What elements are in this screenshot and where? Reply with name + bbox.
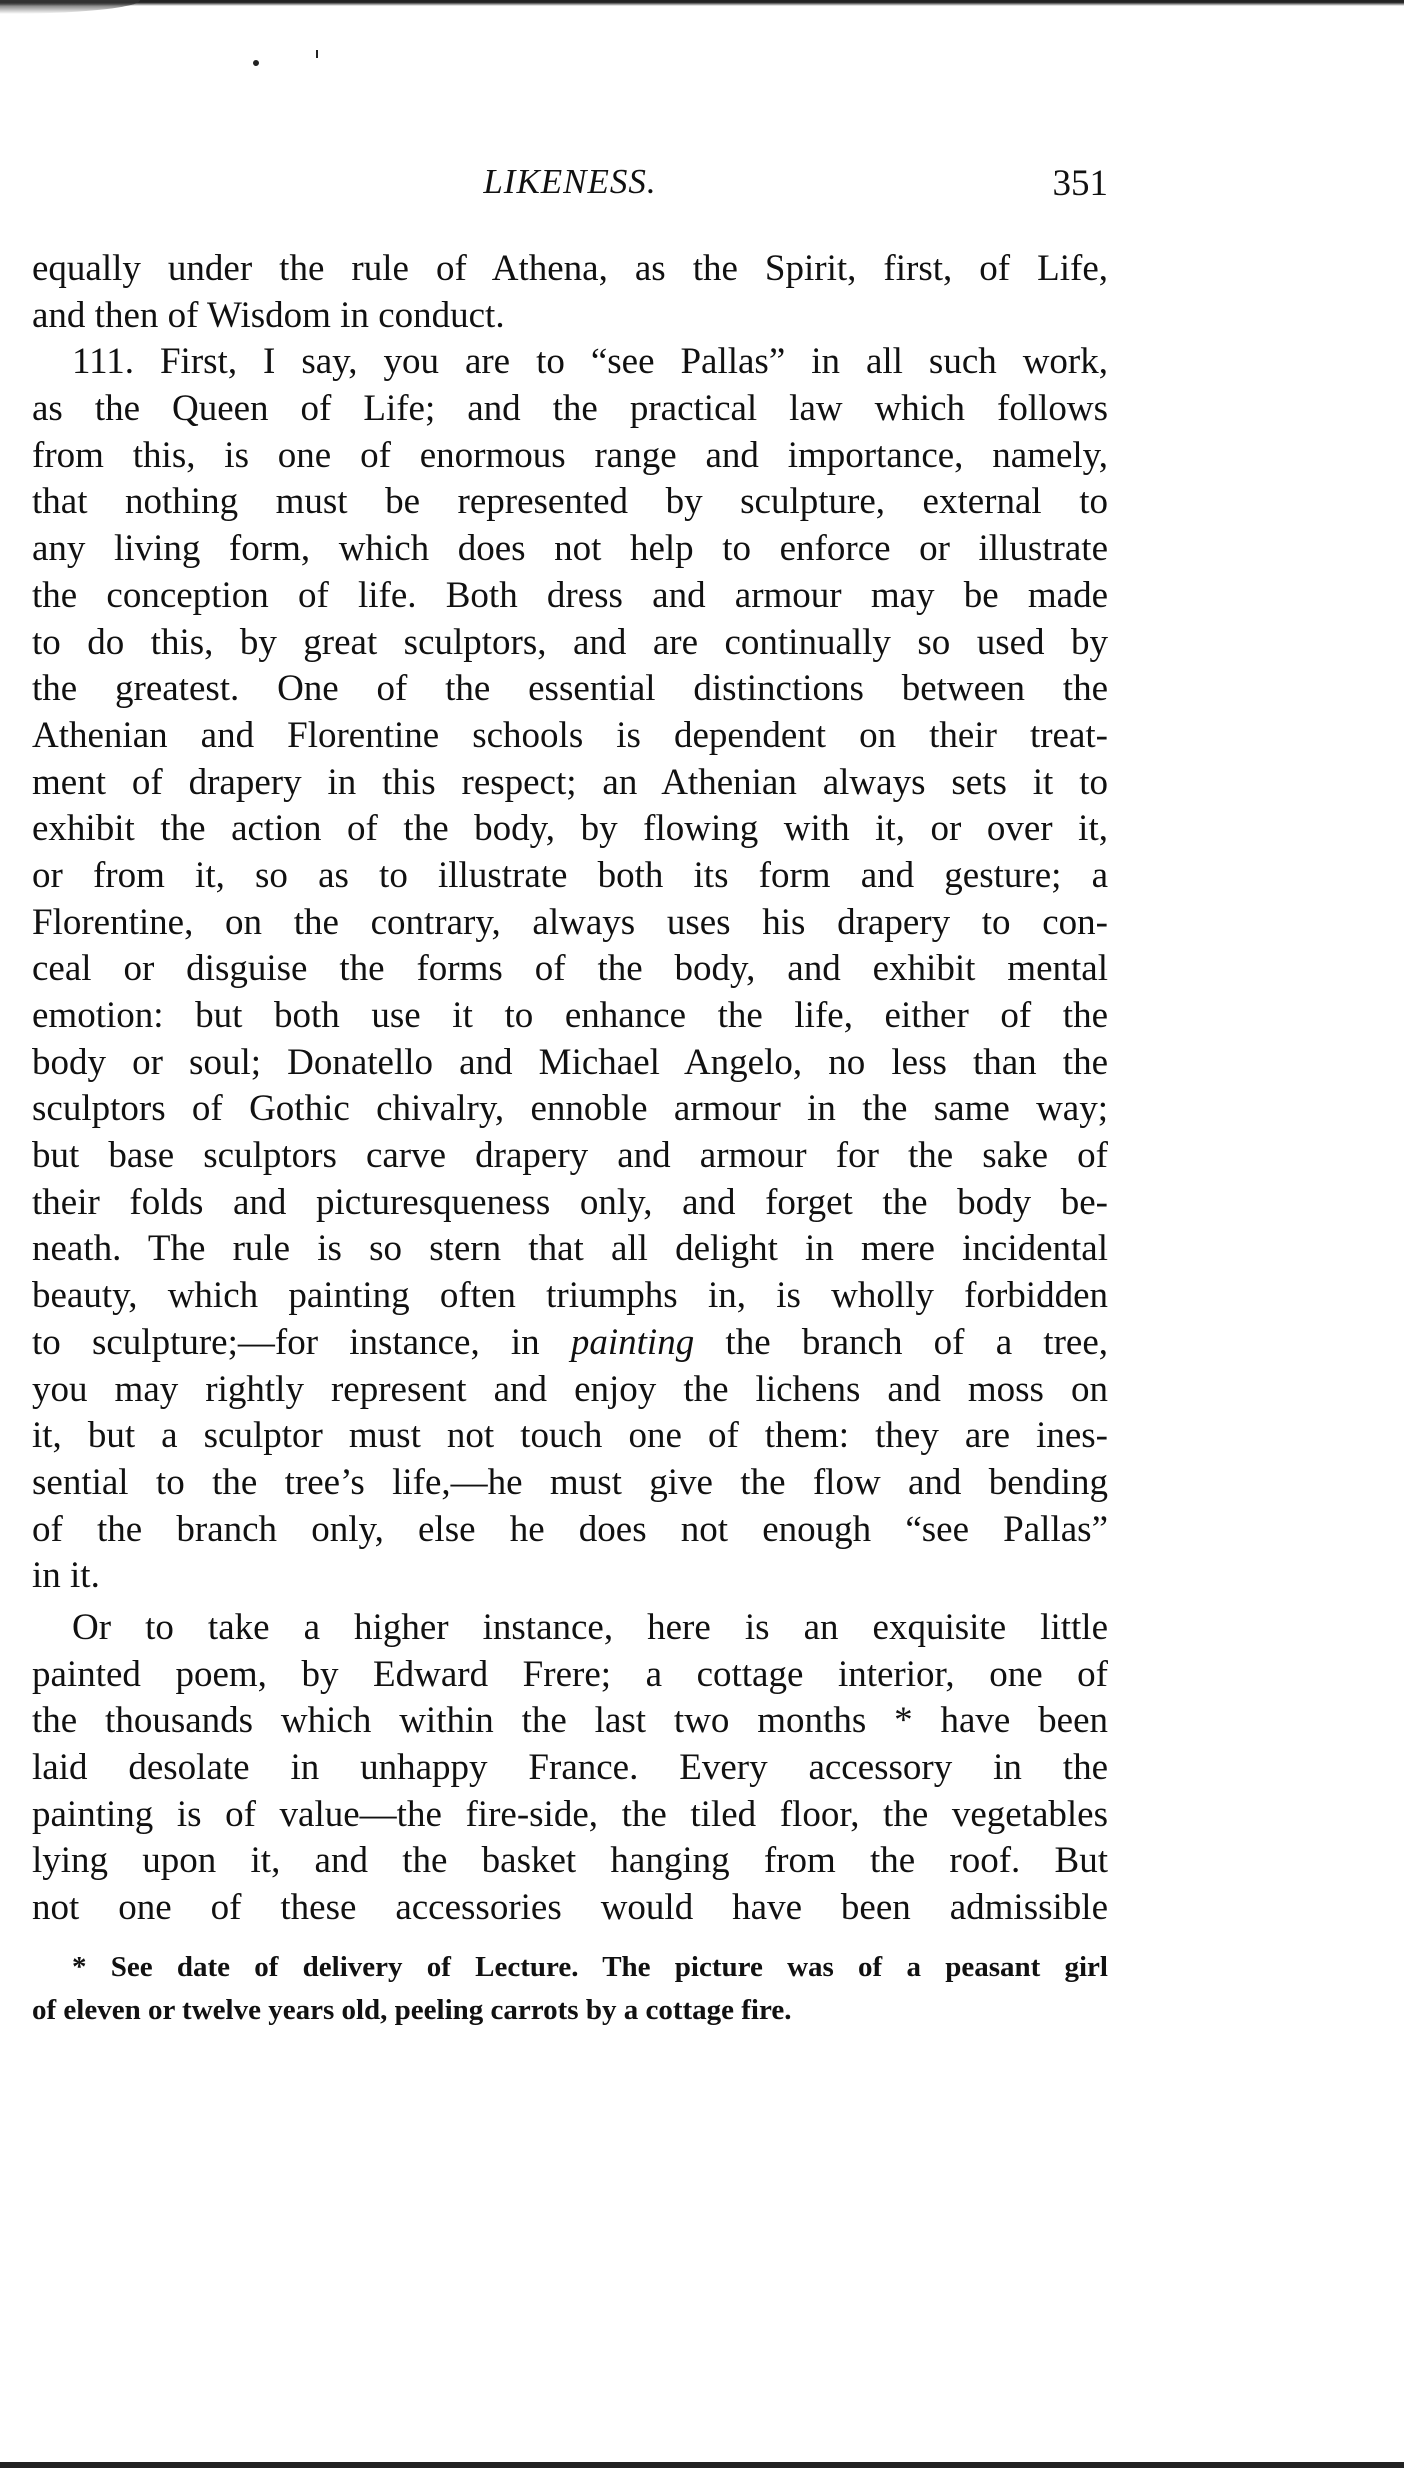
page-header bbox=[32, 162, 1108, 212]
text-segment: beauty, which painting often triumphs in, is wholly forbidden bbox=[32, 1275, 1108, 1317]
text-segment: Florentine, on the contrary, always uses his drapery to con- bbox=[32, 901, 1108, 943]
text-line bbox=[32, 946, 1108, 993]
text-segment: and then of Wisdom in conduct. bbox=[32, 294, 505, 336]
text-line bbox=[32, 526, 1108, 573]
text-segment: you may rightly represent and enjoy the lichens and moss on bbox=[32, 1368, 1108, 1410]
italic-text: painting bbox=[570, 1321, 695, 1363]
text-line bbox=[32, 1605, 1108, 1652]
body-text bbox=[32, 246, 1108, 1932]
text-line bbox=[32, 293, 1108, 340]
text-segment: it, but a sculptor must not touch one of them: they are ines- bbox=[32, 1415, 1108, 1457]
text-line bbox=[32, 1507, 1108, 1554]
text-line bbox=[32, 1320, 1108, 1367]
text-segment: not one of these accessories would have been admissible bbox=[32, 1887, 1108, 1929]
text-segment: painting is of value—the fire-side, the tiled floor, the vegetables bbox=[32, 1793, 1108, 1835]
text-line bbox=[32, 1652, 1108, 1699]
text-line bbox=[32, 993, 1108, 1040]
text-segment: their folds and picturesqueness only, and forget the body be- bbox=[32, 1181, 1108, 1223]
text-line bbox=[32, 1367, 1108, 1414]
text-segment: the thousands which within the last two months * have been bbox=[32, 1700, 1108, 1742]
text-line bbox=[32, 853, 1108, 900]
text-line bbox=[32, 386, 1108, 433]
text-line bbox=[32, 246, 1108, 293]
ink-speck bbox=[253, 60, 259, 66]
text-segment: body or soul; Donatello and Michael Angelo, no less than the bbox=[32, 1041, 1108, 1083]
text-line bbox=[32, 479, 1108, 526]
text-segment: the conception of life. Both dress and armour may be made bbox=[32, 574, 1108, 616]
text-line bbox=[32, 806, 1108, 853]
text-line bbox=[32, 339, 1108, 386]
text-segment: to sculpture;—for instance, in bbox=[32, 1321, 540, 1363]
text-segment: of the branch only, else he does not enough “see Pallas” bbox=[32, 1508, 1108, 1550]
ink-speck bbox=[316, 50, 318, 58]
text-line bbox=[32, 666, 1108, 713]
text-segment: sential to the tree’s life,—he must give the flow and bending bbox=[32, 1461, 1108, 1503]
bottom-rule bbox=[0, 2462, 1404, 2468]
text-segment: laid desolate in unhappy France. Every accessory in the bbox=[32, 1747, 1108, 1788]
text-segment: lying upon it, and the basket hanging from the roof. But bbox=[32, 1840, 1108, 1882]
text-segment: the greatest. One of the essential distinctions between the bbox=[32, 668, 1108, 710]
text-line bbox=[32, 1086, 1108, 1133]
text-segment: exhibit the action of the body, by flowing with it, or over it, bbox=[32, 808, 1108, 850]
text-segment: painted poem, by Edward Frere; a cottage interior, one of bbox=[32, 1653, 1108, 1695]
text-line bbox=[32, 1226, 1108, 1273]
text-line bbox=[32, 1553, 1108, 1600]
text-segment: emotion: but both use it to enhance the life, either of the bbox=[32, 995, 1108, 1036]
page-top-edge bbox=[0, 0, 1404, 6]
text-line bbox=[32, 1180, 1108, 1227]
footnote-line bbox=[32, 1989, 1108, 2032]
text-segment: as the Queen of Life; and the practical law which follows bbox=[32, 388, 1108, 430]
footnote-line bbox=[32, 1946, 1108, 1989]
text-line bbox=[32, 1838, 1108, 1885]
footnote bbox=[32, 1946, 1108, 2032]
text-line bbox=[32, 900, 1108, 947]
text-line bbox=[32, 620, 1108, 667]
text-segment: in it. bbox=[32, 1555, 100, 1597]
text-line bbox=[32, 1792, 1108, 1839]
running-head: LIKENESS. bbox=[483, 162, 657, 201]
text-segment: equally under the rule of Athena, as the Spirit, first, of Life, bbox=[32, 248, 1108, 289]
text-segment: that nothing must be represented by sculpture, external to bbox=[32, 481, 1108, 523]
text-line bbox=[32, 1040, 1108, 1087]
text-segment: but base sculptors carve drapery and armour for the sake of bbox=[32, 1135, 1108, 1177]
text-line bbox=[32, 433, 1108, 480]
text-line bbox=[32, 713, 1108, 760]
text-line bbox=[32, 573, 1108, 620]
text-line bbox=[32, 760, 1108, 807]
text-segment: from this, is one of enormous range and importance, namely, bbox=[32, 434, 1108, 476]
text-segment: or from it, so as to illustrate both its form and gesture; a bbox=[32, 854, 1108, 896]
text-line bbox=[32, 1460, 1108, 1507]
text-segment: of eleven or twelve years old, peeling carrots by a cottage fire. bbox=[32, 1994, 792, 2026]
text-segment: Athenian and Florentine schools is dependent on their treat- bbox=[32, 714, 1108, 756]
text-line bbox=[32, 1698, 1108, 1745]
text-line bbox=[32, 1885, 1108, 1932]
text-segment: the branch of a tree, bbox=[725, 1321, 1109, 1363]
page-corner-shadow bbox=[0, 0, 140, 14]
text-line bbox=[32, 1413, 1108, 1460]
text-line bbox=[32, 1273, 1108, 1320]
text-segment: ceal or disguise the forms of the body, and exhibit mental bbox=[32, 948, 1108, 990]
text-segment: any living form, which does not help to enforce or illustrate bbox=[32, 528, 1108, 570]
text-segment: neath. The rule is so stern that all delight in mere incidental bbox=[32, 1228, 1108, 1270]
text-line bbox=[32, 1133, 1108, 1180]
text-segment: ment of drapery in this respect; an Athenian always sets it to bbox=[32, 761, 1108, 803]
text-segment: to do this, by great sculptors, and are continually so used by bbox=[32, 621, 1108, 663]
text-segment: * See date of delivery of Lecture. The picture was of a peasant girl bbox=[72, 1951, 1108, 1983]
text-segment: Or to take a higher instance, here is an exquisite little bbox=[72, 1606, 1108, 1648]
text-segment: 111. First, I say, you are to “see Pallas” in all such work, bbox=[72, 341, 1108, 383]
text-segment: sculptors of Gothic chivalry, ennoble armour in the same way; bbox=[32, 1088, 1108, 1130]
page-number: 351 bbox=[1052, 163, 1108, 204]
text-line bbox=[32, 1745, 1108, 1792]
